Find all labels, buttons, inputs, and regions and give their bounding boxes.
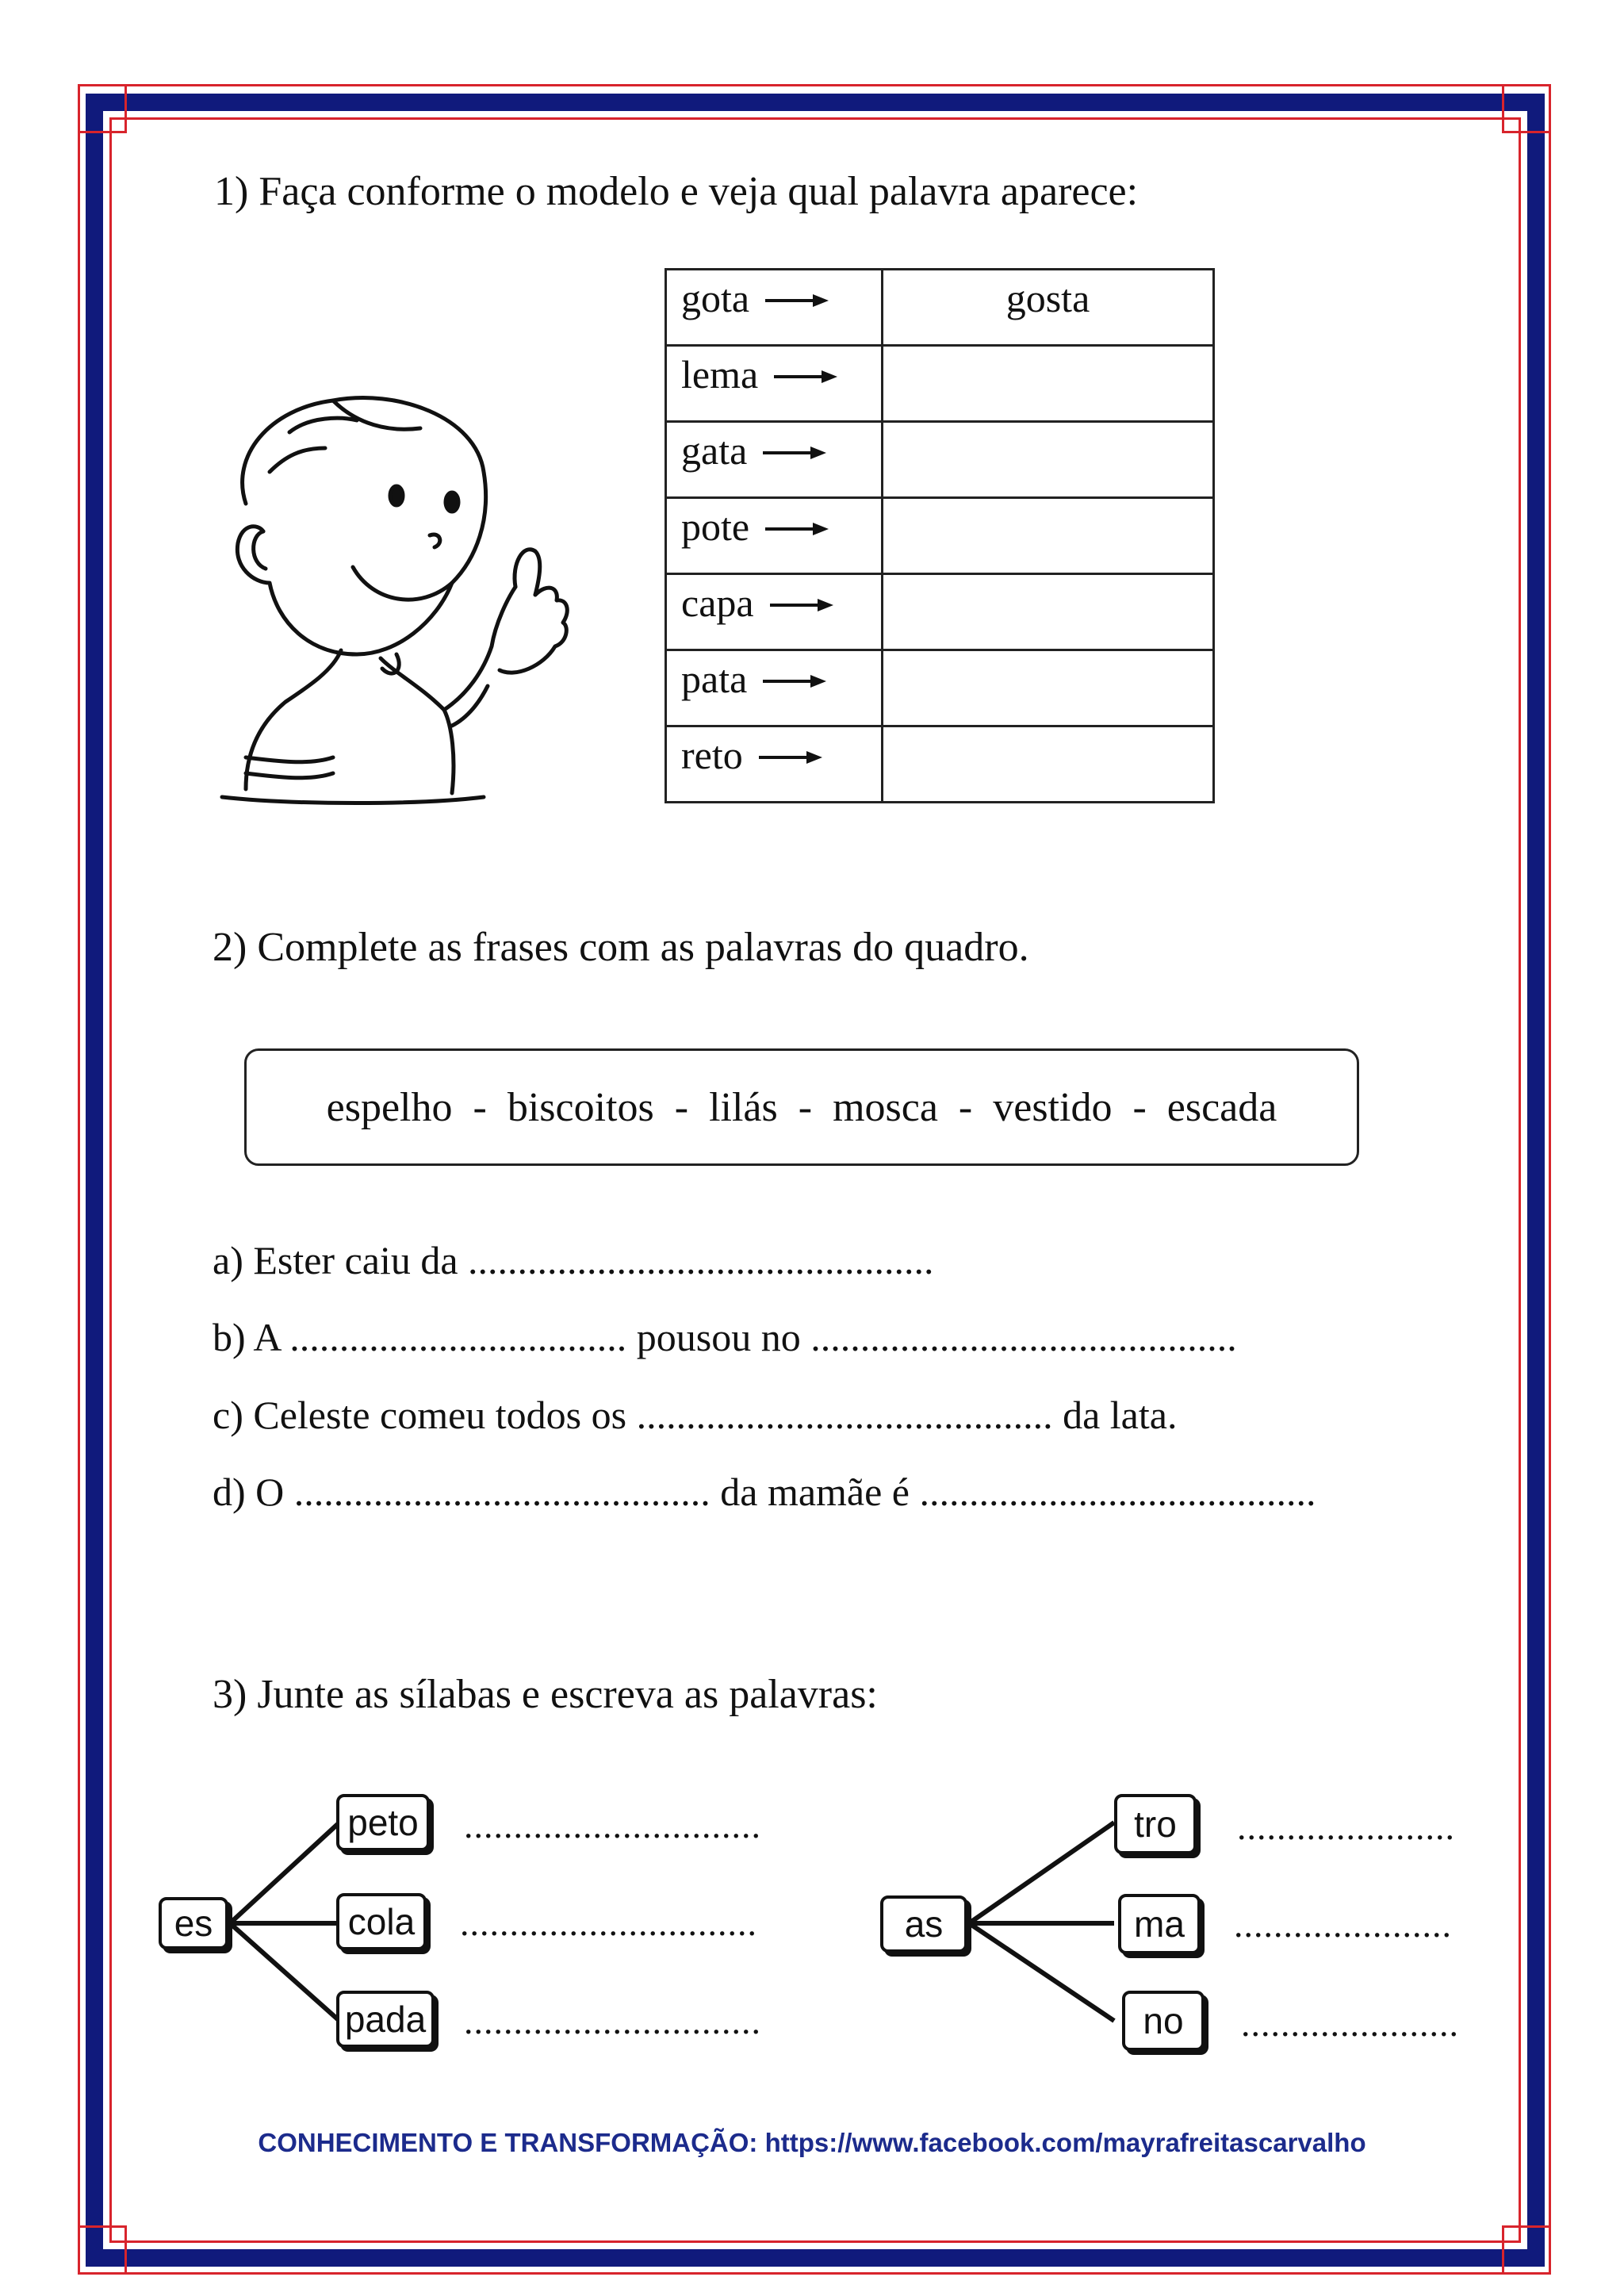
word-bank-item: vestido <box>993 1084 1113 1130</box>
word-label: capa <box>681 581 754 625</box>
answer-cell[interactable] <box>883 498 1214 574</box>
word-table-row <box>666 498 1214 574</box>
syllable-no: no <box>1122 1991 1205 2051</box>
answer-text: gosta <box>1005 276 1090 320</box>
boy-illustration <box>214 385 626 813</box>
word-separator: - <box>1132 1084 1147 1130</box>
footer-credit: CONHECIMENTO E TRANSFORMAÇÃO: https://www.facebook.com/mayrafreitascarvalho <box>258 2128 1366 2157</box>
corner-ornament <box>1502 84 1551 133</box>
answer-cell[interactable] <box>883 346 1214 422</box>
word-bank-item: espelho <box>326 1084 453 1130</box>
word-table-row <box>666 422 1214 498</box>
syllable-peto: peto <box>336 1794 430 1851</box>
answer-cell[interactable] <box>883 422 1214 498</box>
word-table-row <box>666 726 1214 803</box>
answer-line-as-3: ...................... <box>1241 2003 1459 2044</box>
word-cell <box>666 726 883 803</box>
syllable-cola: cola <box>336 1893 427 1950</box>
answer-cell[interactable] <box>883 726 1214 803</box>
answer-cell[interactable] <box>883 574 1214 650</box>
word-cell <box>666 346 883 422</box>
word-table-row <box>666 346 1214 422</box>
answer-text <box>883 347 1212 351</box>
word-label: lema <box>681 352 759 397</box>
answer-text <box>883 575 1212 580</box>
sentence-d: d) O .......................................... da mamãe é ........................................ <box>213 1470 1316 1514</box>
sentence-a: a) Ester caiu da ............................................... <box>213 1238 934 1282</box>
word-separator: - <box>674 1084 689 1130</box>
word-cell <box>666 498 883 574</box>
answer-cell[interactable] <box>883 270 1214 346</box>
answer-line-es-2: .............................. <box>460 1903 757 1943</box>
question-3-title: 3) Junte as sílabas e escreva as palavras: <box>213 1672 878 1717</box>
word-table <box>665 268 1215 803</box>
arrow-right-icon <box>759 743 822 767</box>
word-bank-item: mosca <box>833 1084 938 1130</box>
word-cell <box>666 422 883 498</box>
word-separator: - <box>473 1084 487 1130</box>
word-label: gata <box>681 428 748 473</box>
arrow-right-icon <box>770 591 833 615</box>
corner-ornament <box>78 84 127 133</box>
word-table-row <box>666 650 1214 726</box>
answer-line-as-1: ...................... <box>1237 1807 1455 1847</box>
syllable-root-es: es <box>159 1897 228 1949</box>
answer-text <box>883 651 1212 656</box>
word-cell <box>666 574 883 650</box>
word-label: pote <box>681 504 750 549</box>
word-cell <box>666 650 883 726</box>
corner-ornament <box>1502 2225 1551 2275</box>
arrow-right-icon <box>765 515 829 539</box>
question-1-title: 1) Faça conforme o modelo e veja qual palavra aparece: <box>214 169 1139 214</box>
arrow-right-icon <box>774 362 837 386</box>
answer-cell[interactable] <box>883 650 1214 726</box>
word-label: gota <box>681 276 750 320</box>
answer-line-as-2: ...................... <box>1234 1904 1452 1945</box>
arrow-right-icon <box>763 667 826 691</box>
word-bank-box <box>244 1048 1359 1166</box>
sentence-b: b) A .................................. pousou no ........................................... <box>213 1315 1237 1359</box>
syllable-pada: pada <box>336 1991 435 2048</box>
syllable-ma: ma <box>1118 1894 1201 1954</box>
answer-line-es-3: .............................. <box>464 2001 761 2041</box>
question-2-title: 2) Complete as frases com as palavras do quadro. <box>213 925 1029 970</box>
answer-line-es-1: .............................. <box>464 1805 761 1846</box>
sentence-c: c) Celeste comeu todos os .......................................... da lata. <box>213 1393 1178 1437</box>
answer-text <box>883 727 1212 732</box>
word-cell <box>666 270 883 346</box>
word-separator: - <box>798 1084 813 1130</box>
word-table-row <box>666 574 1214 650</box>
word-label: pata <box>681 657 748 701</box>
word-bank-item: lilás <box>709 1084 778 1130</box>
answer-text <box>883 423 1212 427</box>
word-bank-item: escada <box>1166 1084 1277 1130</box>
word-bank-item: biscoitos <box>507 1084 654 1130</box>
arrow-right-icon <box>765 286 829 310</box>
word-label: reto <box>681 733 743 777</box>
word-separator: - <box>958 1084 973 1130</box>
syllable-root-as: as <box>880 1895 967 1953</box>
answer-text <box>883 499 1212 504</box>
word-table-row <box>666 270 1214 346</box>
syllable-tro: tro <box>1114 1794 1197 1854</box>
corner-ornament <box>78 2225 127 2275</box>
arrow-right-icon <box>763 439 826 462</box>
